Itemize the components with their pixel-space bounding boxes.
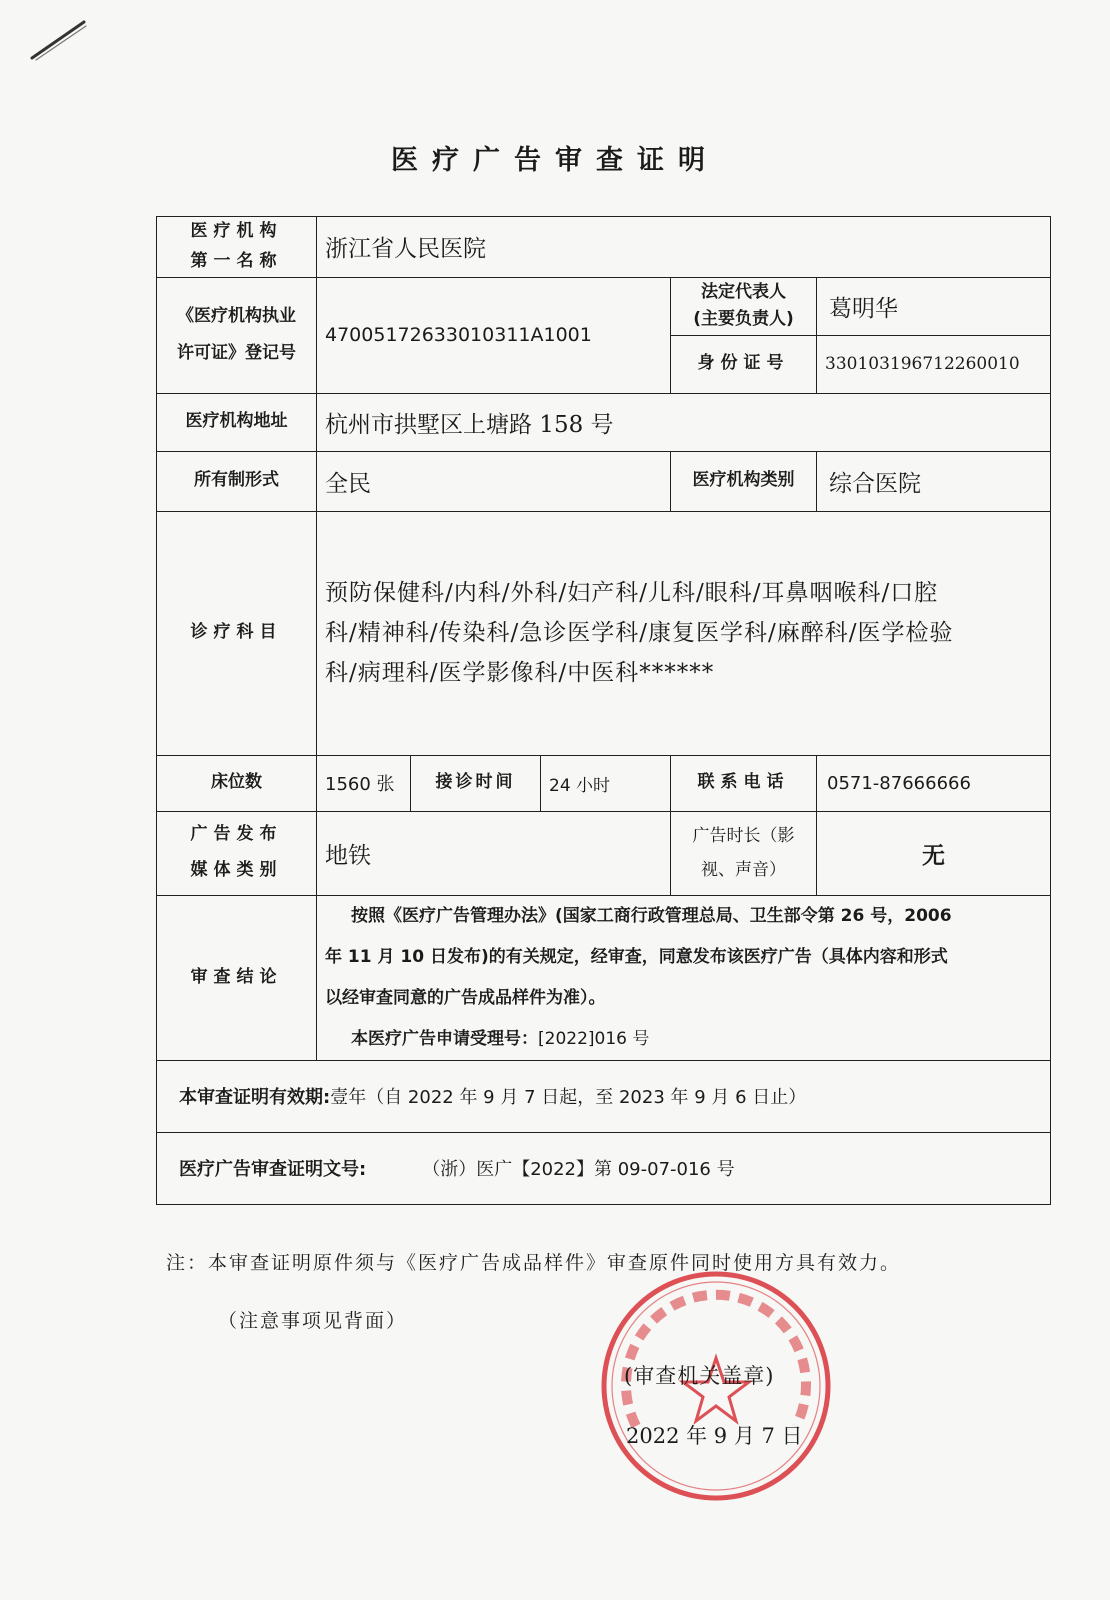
conclusion-label: 审查结论	[157, 895, 317, 1060]
pen-stroke-mark	[28, 18, 90, 62]
conclusion-text	[317, 895, 1051, 1060]
duration-value: 无	[817, 811, 1051, 895]
conclusion-line: 以经审查同意的广告成品样件为准）。	[325, 987, 606, 1008]
media-value: 地铁	[317, 811, 671, 895]
document-title: 医疗广告审查证明	[391, 145, 719, 176]
address-label: 医疗机构地址	[157, 393, 317, 451]
beds-label: 床位数	[157, 755, 317, 811]
hours-label: 接诊时间	[411, 755, 541, 811]
row-validity	[157, 1060, 1051, 1132]
duration-label: 广告时长（影 视、声音）	[671, 811, 817, 895]
conclusion-line: 年 11 月 10 日发布)的有关规定，经审查，同意发布该医疗广告（具体内容和形式	[325, 946, 948, 967]
departments-line: 科/病理科/医学影像科/中医科******	[325, 660, 715, 686]
license-label: 《医疗机构执业 许可证》登记号	[157, 277, 317, 393]
id-number-label: 身份证号	[671, 335, 817, 393]
row-license	[157, 277, 1051, 335]
address-value: 杭州市拱墅区上塘路 158 号	[317, 393, 1051, 451]
hours-value: 24 小时	[541, 755, 671, 811]
row-institution-name	[157, 217, 1051, 278]
beds-value: 1560 张	[317, 755, 411, 811]
row-media-duration	[157, 811, 1051, 895]
departments-line: 预防保健科/内科/外科/妇产科/儿科/眼科/耳鼻咽喉科/口腔	[325, 580, 939, 606]
validity-label: 本审查证明有效期:	[179, 1087, 331, 1108]
ownership-label: 所有制形式	[157, 451, 317, 511]
phone-label: 联系电话	[671, 755, 817, 811]
acceptance-value: [2022]016 号	[538, 1028, 650, 1049]
row-beds-hours-phone	[157, 755, 1051, 811]
category-value: 综合医院	[817, 451, 1051, 511]
media-label: 广告发布 媒体类别	[157, 811, 317, 895]
institution-name-label: 医疗机构 第一名称	[157, 217, 317, 278]
doc-number-value: （浙）医广【2022】第 09-07-016 号	[422, 1159, 735, 1180]
phone-value: 0571-87666666	[817, 755, 1051, 811]
validity-value: 壹年（自 2022 年 9 月 7 日起，至 2023 年 9 月 6 日止）	[330, 1087, 807, 1108]
departments-label: 诊疗科目	[157, 511, 317, 755]
acceptance-label: 本医疗广告申请受理号：	[351, 1028, 538, 1049]
row-address	[157, 393, 1051, 451]
attention-note: （注意事项见背面）	[218, 1310, 408, 1332]
category-label: 医疗机构类别	[671, 451, 817, 511]
id-number-value: 330103196712260010	[817, 335, 1051, 393]
doc-number	[157, 1132, 1051, 1204]
legal-rep-label: 法定代表人 (主要负责人)	[671, 277, 817, 335]
institution-name-value: 浙江省人民医院	[317, 217, 1051, 278]
validity	[157, 1060, 1051, 1132]
row-doc-number	[157, 1132, 1051, 1204]
usage-note: 注：本审查证明原件须与《医疗广告成品样件》审查原件同时使用方具有效力。	[166, 1252, 902, 1274]
row-ownership-category	[157, 451, 1051, 511]
row-conclusion	[157, 895, 1051, 1060]
certificate-table	[156, 216, 1051, 1205]
legal-rep-value: 葛明华	[817, 277, 1051, 335]
seal-date: 2022 年 9 月 7 日	[626, 1424, 803, 1448]
ownership-value: 全民	[317, 451, 671, 511]
departments-line: 科/精神科/传染科/急诊医学科/康复医学科/麻醉科/医学检验	[325, 620, 954, 646]
seal-caption: (审查机关盖章)	[624, 1364, 775, 1388]
conclusion-line: 按照《医疗广告管理办法》(国家工商行政管理总局、卫生部令第 26 号，2006	[351, 905, 952, 926]
row-departments	[157, 511, 1051, 755]
license-value: 47005172633010311A1001	[317, 277, 671, 393]
departments-value	[317, 511, 1051, 755]
doc-number-label: 医疗广告审查证明文号:	[179, 1159, 367, 1180]
